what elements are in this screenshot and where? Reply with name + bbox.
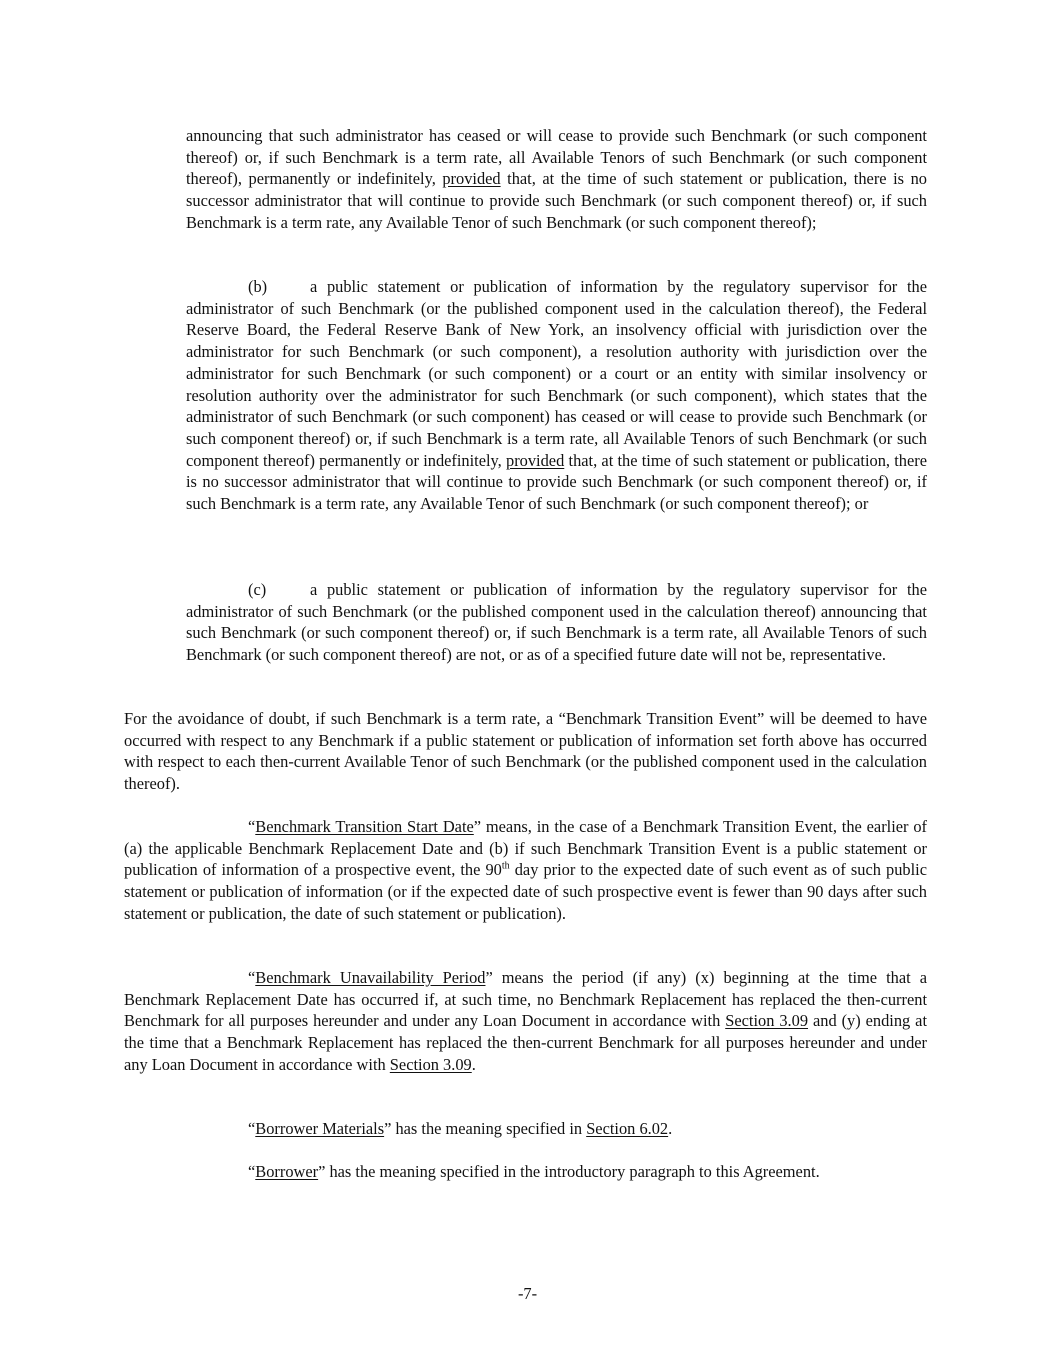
defined-term: Borrower Materials xyxy=(255,1119,385,1138)
defined-term: Benchmark Transition Start Date xyxy=(255,817,474,836)
provided-term: provided xyxy=(442,169,501,189)
section-reference-link[interactable]: Section 3.09 xyxy=(389,1054,472,1074)
definition-benchmark-unavailability-period: “Benchmark Unavailability Period” means the period (if any) (x) beginning at the time that a Benchmark Replacement Date has occurred if, at such time, no Benchmark Replacement has replaced the then-current Benchmark for all purposes hereunder and under any Loan Document in accordance with Section 3.09 and (y) ending at the time that a Benchmark Replacement has replaced the then-current Benchmark for all purposes hereunder and under any Loan Document in accordance with Section 3.09. xyxy=(124,968,928,1074)
clause-b-label: (b) xyxy=(248,277,268,296)
clause-c: (c) a public statement or publication of information by the regulatory supervisor for the administrator of such Benchmark (or the published component used in the calculation thereof) announcing that such Benchmark (or such component thereof) or, if such Benchmark is a term rate, all Available Tenors of such Benchmark (or such component thereof) are not, or as of a specified future date will not be, representative. xyxy=(186,580,927,665)
avoidance-of-doubt-paragraph: For the avoidance of doubt, if such Benchmark is a term rate, a “Benchmark Transition Event” will be deemed to have occurred with respect to any Benchmark if a public statement or publication of information set forth above has occurred with respect to each then-current Available Tenor of such Benchmark (or the published component used in the calculation thereof). xyxy=(124,709,927,794)
definition-benchmark-transition-start-date: “Benchmark Transition Start Date” means, in the case of a Benchmark Transition Event, the earlier of (a) the applicable Benchmark Replacement Date and (b) if such Benchmark Transition Event is a public statement or publication of information of a prospective event, the 90th day prior to the expected date of such event as of such public statement or publication of information (or if the expected date of such prospective event is fewer than 90 days after such statement or publication, the date of such statement or publication). xyxy=(124,817,927,923)
clause-a-continuation: announcing that such administrator has ceased or will cease to provide such Benchmark (or such component thereof) or, if such Benchmark is a term rate, all Available Tenors of such Benchmark (or such component thereof), permanently or indefinitely, provided that, at the time of such statement or publication, there is no successor administrator that will continue to provide such Benchmark (or such component thereof) or, if such Benchmark is a term rate, any Available Tenor of such Benchmark (or such component thereof); xyxy=(186,126,927,232)
definition-borrower-materials: “Borrower Materials” has the meaning specified in Section 6.02. xyxy=(248,1119,673,1138)
definition-borrower: “Borrower” has the meaning specified in the introductory paragraph to this Agreement. xyxy=(248,1162,820,1181)
page-number: -7- xyxy=(517,1284,538,1303)
clause-c-label: (c) xyxy=(248,580,267,599)
clause-b: (b) a public statement or publication of information by the regulatory supervisor for the administrator of such Benchmark (or the published component used in the calculation thereof), the Federal Reserve Board, the Federal Reserve Bank of New York, an insolvency official with jurisdiction over the administrator for such Benchmark (or such component), a resolution authority with jurisdiction over the administrator for such Benchmark (or such component) or a court or an entity with similar insolvency or resolution authority over the administrator for such Benchmark (or such component), which states that the administrator of such Benchmark (or such component) has ceased or will cease to provide such Benchmark (or such component thereof) or, if such Benchmark is a term rate, all Available Tenors of such Benchmark (or such component thereof) permanently or indefinitely, provided that, at the time of such statement or publication, there is no successor administrator that will continue to provide such Benchmark (or such component thereof) or, if such Benchmark is a term rate, any Available Tenor of such Benchmark (or such component thereof); or xyxy=(186,277,927,514)
defined-term: Benchmark Unavailability Period xyxy=(255,968,486,987)
section-reference-link[interactable]: Section 3.09 xyxy=(725,1011,809,1031)
defined-term: Borrower xyxy=(255,1162,319,1181)
section-reference-link[interactable]: Section 6.02 xyxy=(586,1119,669,1138)
provided-term: provided xyxy=(506,450,565,470)
